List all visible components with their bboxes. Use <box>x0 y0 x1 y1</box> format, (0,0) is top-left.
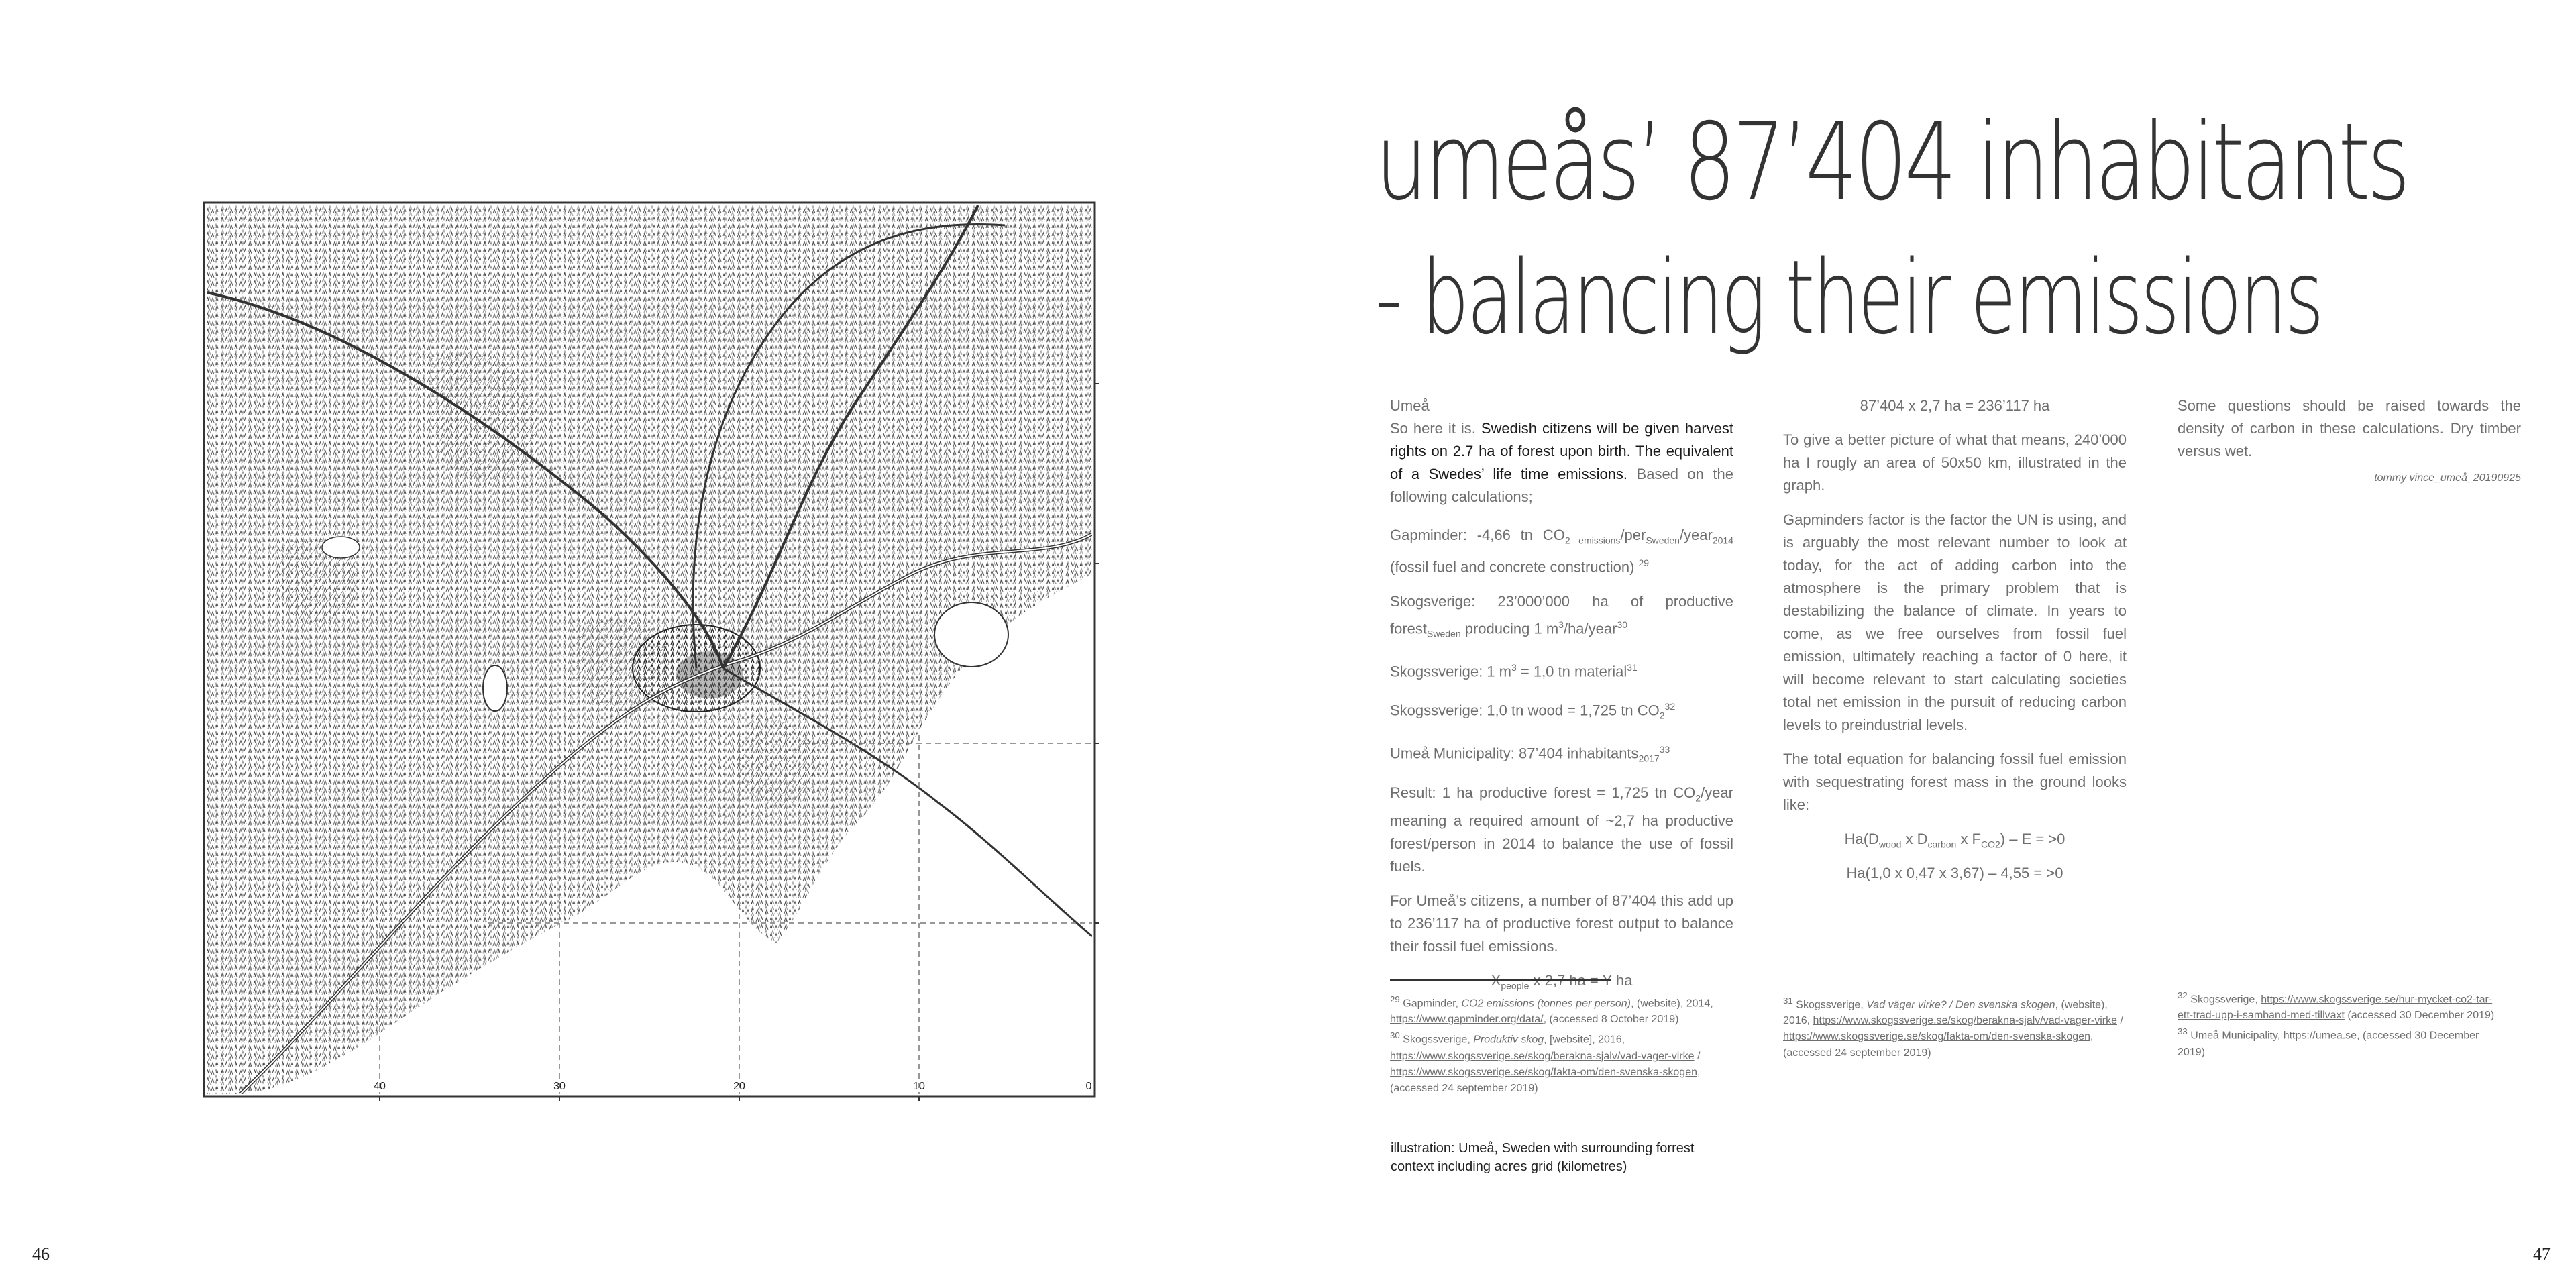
footnotes-column-3 <box>2178 987 2500 1061</box>
col1-intro: So here it is. Swedish citizens will be given harvest rights on 2.7 ha of forest upon birth. The equivalent of a Swedes’ life time emissions. Based on the following calculations; <box>1390 420 1733 505</box>
skogsverige-co2-figure: Skogssverige: 1,0 tn wood = 1,725 tn $CO_2^{32}$ <box>1390 700 1676 721</box>
footnote-30-link-1[interactable]: https://www.skogssverige.se/skog/berakna-sjalv/vad-vager-virke <box>1390 1050 1695 1062</box>
footnote-29-link[interactable]: https://www.gapminder.org/data/ <box>1390 1014 1544 1026</box>
footnote-33: $^{33}$ Umeå Municipality, https://umea.se, (accessed 30 December 2019) <box>2178 1026 2479 1058</box>
footnotes-column-2 <box>1783 993 2127 1061</box>
gapminder-figure: Gapminder: -4,66 tn $CO_{2 emissions}/per_{Sweden}/year_{2014}$ (fossil fuel and concrete construction) $^{29}$ <box>1390 527 1733 576</box>
footnote-31: $^{31}$ Skogssverige, Vad väger virke? / Den svenska skogen, (website), 2016, https://www.skogssverige.se/skog/berakna-sjalv/vad-vager-virke / https://www.skogssverige.se/skog/fakta-om/den-svenska-skogen, (accessed 24 september 2019) <box>1783 996 2123 1059</box>
total-equation-paragraph: The total equation for balancing fossil fuel emission with sequestrating forest mass in the ground looks like: <box>1783 751 2127 813</box>
axis-label-0: 0 <box>1085 1081 1092 1092</box>
skogsverige-material-figure: Skogssverige: 1 $m^3 = 1,0$ tn material$^{31}$ <box>1390 662 1638 680</box>
result-paragraph: Result: 1 ha productive forest = 1,725 tn $CO_2$/year meaning a required amount of ~2,7 ha productive forest/person in 2014 to balance the use of fossil fuels. <box>1390 784 1733 875</box>
people-formula: $X_{people}$ x 2,7 ha = Y ha <box>1491 971 1633 991</box>
page-subtitle: - balancing their emissions <box>1375 238 2322 357</box>
footnote-33-link[interactable]: https://umea.se <box>2283 1030 2357 1042</box>
page-title: umeås’ 87’404 inhabitants <box>1375 101 2408 224</box>
text-column-1 <box>1390 394 1733 1008</box>
picture-paragraph: To give a better picture of what that means, 240’000 ha I rougly an area of 50x50 km, illustrated in the graph. <box>1783 431 2127 494</box>
axis-label-40: 40 <box>374 1081 386 1092</box>
col1-heading: Umeå <box>1390 397 1430 414</box>
axis-label-10: 10 <box>913 1081 925 1092</box>
footnote-29: $^{29}$ Gapminder, CO2 emissions (tonnes per person), (website), 2014, https://www.gapminder.org/data/, (accessed 8 October 2019) <box>1390 994 1713 1026</box>
footnote-32-link[interactable]: https://www.skogssverige.se/hur-mycket-co2-tar-ett-trad-upp-i-samband-med-tillvaxt <box>2178 994 2493 1022</box>
page-number-left: 46 <box>32 1244 50 1264</box>
author-signature: tommy vince_umeå_20190925 <box>2374 472 2521 484</box>
balance-equation: $Ha(D_{wood}$ x $D_{carbon}$ x $F_{CO2}) - E = >0$ <box>1844 830 2065 850</box>
footnotes-column-1 <box>1390 991 1733 1097</box>
footnote-31-link-1[interactable]: https://www.skogssverige.se/skog/berakna-sjalv/vad-vager-virke <box>1813 1015 2117 1027</box>
footnote-30-link-2[interactable]: https://www.skogssverige.se/skog/fakta-om/den-svenska-skogen <box>1390 1066 1697 1078</box>
balance-equation-values: Ha(1,0 x 0,47 x 3,67) – 4,55 = >0 <box>1846 865 2063 882</box>
page-number-right: 47 <box>2533 1244 2551 1264</box>
axis-label-20: 20 <box>733 1081 745 1092</box>
axis-label-30: 30 <box>553 1081 566 1092</box>
footnote-30: $^{30}$ Skogssverige, Produktiv skog, [website], 2016, https://www.skogssverige.se/skog/berakna-sjalv/vad-vager-virke / https://www.skogssverige.se/skog/fakta-om/den-svenska-skogen, (accessed 24 september 2019) <box>1390 1030 1701 1094</box>
factor-paragraph: Gapminders factor is the factor the UN is using, and is arguably the most relevant number to look at today, for the act of adding carbon into the atmosphere is the primary problem that is destabilizing the balance of climate. In years to come, as we free ourselves from fossil fuel emission, ultimately reaching a factor of 0 here, it will become relevant to start calculating societies total net emission in the pursuit of reducing carbon levels to preindustrial levels. <box>1783 511 2127 733</box>
questions-paragraph: Some questions should be raised towards the density of carbon in these calculations. Dry timber versus wet. <box>2178 397 2521 460</box>
umea-forest-map <box>200 199 1099 1101</box>
skogsverige-forest-figure: Skogsverige: 23’000’000 ha of productive forest$_{Sweden}$ producing 1 $m^3/ha/year^{30}$ <box>1390 592 1733 639</box>
footnote-31-link-2[interactable]: https://www.skogssverige.se/skog/fakta-om/den-svenska-skogen <box>1783 1031 2090 1043</box>
text-column-3 <box>2178 394 2521 501</box>
municipality-figure: Umeå Municipality: 87’404 inhabitants$_{2017}^{33}$ <box>1390 744 1670 765</box>
footnote-rule <box>1390 979 1611 981</box>
footnote-32: $^{32}$ Skogssverige, https://www.skogssverige.se/hur-mycket-co2-tar-ett-trad-upp-i-samband-med-tillvaxt (accessed 30 December 2019) <box>2178 990 2495 1022</box>
citizens-paragraph: For Umeå’s citizens, a number of 87’404 this add up to 236’117 ha of productive forest output to balance their fossil fuel emissions. <box>1390 892 1733 955</box>
area-equation: 87’404 x 2,7 ha = 236’117 ha <box>1860 397 2050 414</box>
map-caption: illustration: Umeå, Sweden with surrounding forrest context including acres grid (kilometres) <box>1391 1141 1695 1174</box>
text-column-2 <box>1783 394 2127 896</box>
